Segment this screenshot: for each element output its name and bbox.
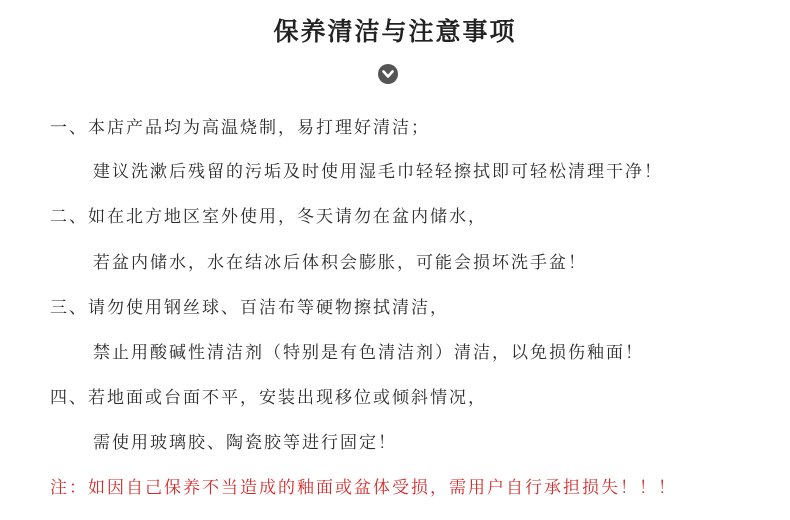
chevron-down-circle-icon: [378, 64, 398, 84]
care-item-3: 三、请勿使用钢丝球、百洁布等硬物擦拭清洁，: [50, 298, 449, 318]
care-item-2: 二、如在北方地区室外使用，冬天请勿在盆内储水，: [50, 207, 487, 227]
care-item-4-detail: 需使用玻璃胶、陶瓷胶等进行固定！: [93, 433, 397, 453]
warning-note: 注：如因自己保养不当造成的釉面或盆体受损，需用户自行承担损失！！！: [50, 478, 677, 498]
care-item-2-detail: 若盆内储水，水在结冰后体积会膨胀，可能会损坏洗手盆！: [93, 253, 587, 273]
care-item-4: 四、若地面或台面不平，安装出现移位或倾斜情况，: [50, 388, 487, 408]
care-item-1: 一、本店产品均为高温烧制，易打理好清洁；: [50, 118, 430, 138]
page-title: 保养清洁与注意事项: [273, 17, 517, 46]
care-item-3-detail: 禁止用酸碱性清洁剂（特别是有色清洁剂）清洁，以免损伤釉面！: [93, 343, 644, 363]
care-item-1-detail: 建议洗漱后残留的污垢及时使用湿毛巾轻轻擦拭即可轻松清理干净！: [93, 162, 663, 182]
